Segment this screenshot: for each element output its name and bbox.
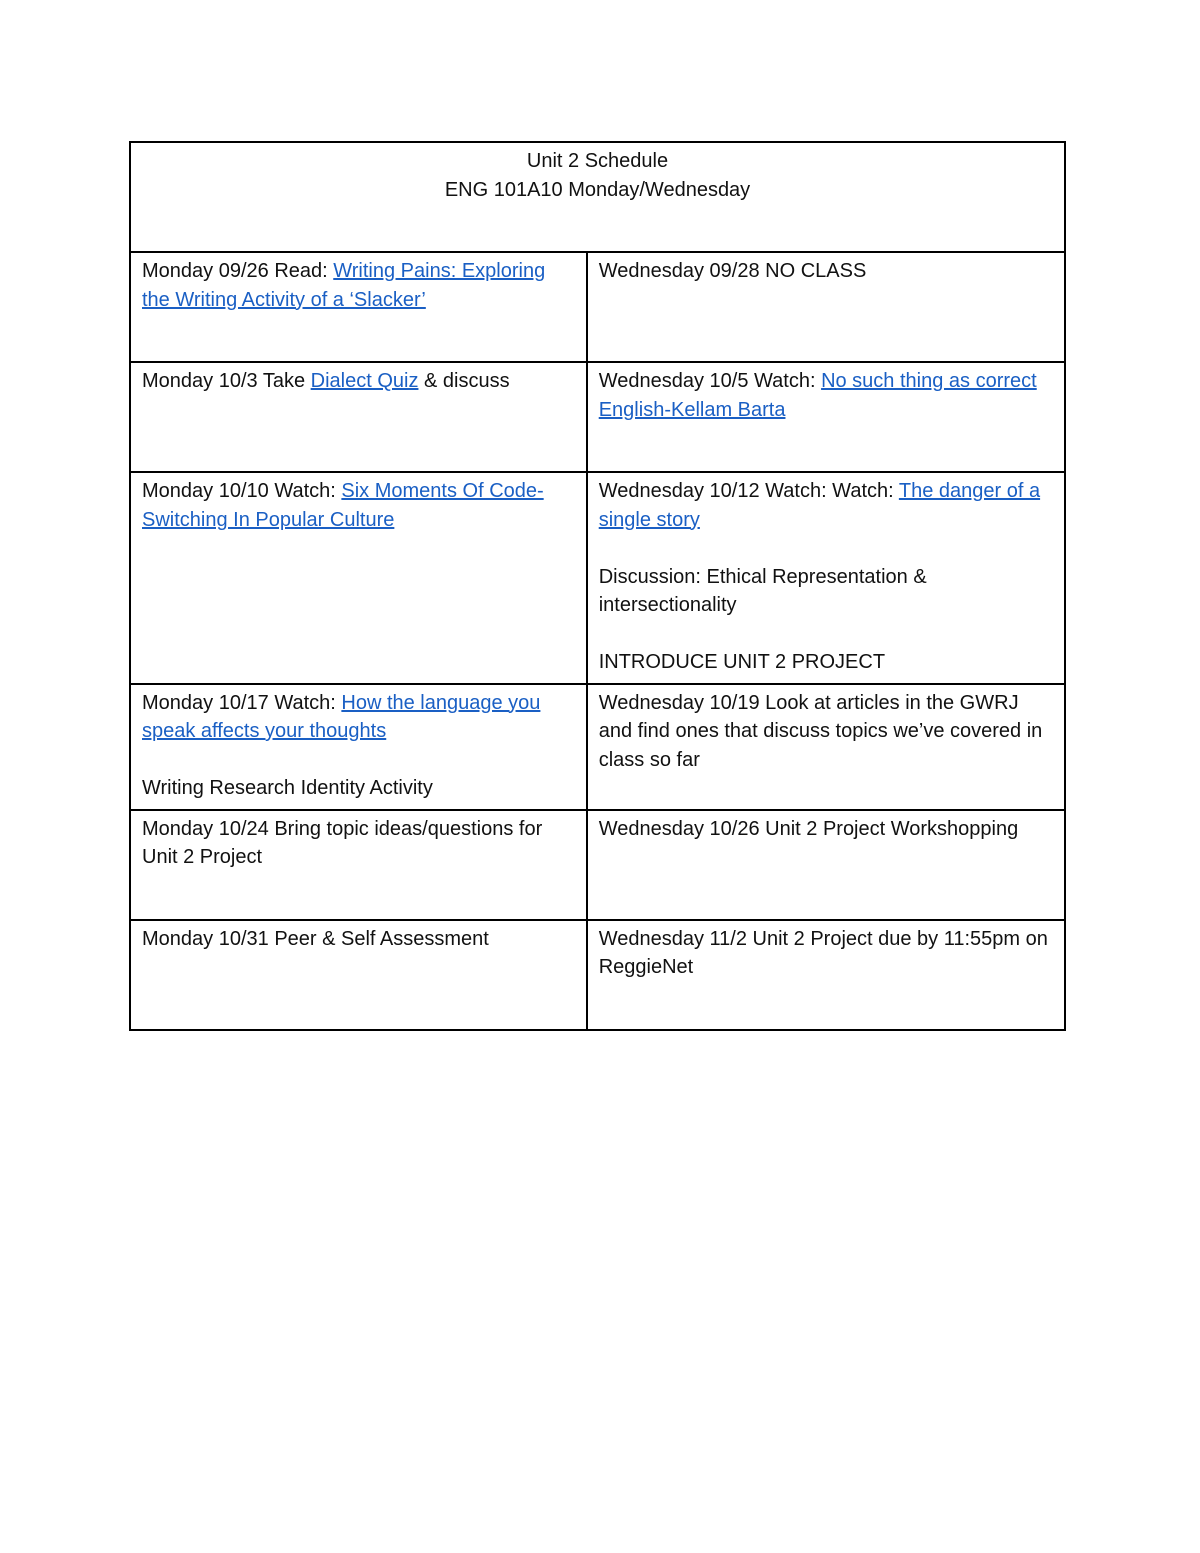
monday-cell (130, 472, 587, 684)
wednesday-text: Wednesday 10/19 Look at articles in the GWRJ and find ones that discuss topics we’ve covered in class so far (598, 691, 1043, 771)
monday-cell (130, 810, 587, 920)
wednesday-text: Wednesday 09/28 NO CLASS (598, 260, 867, 282)
monday-entry (142, 689, 575, 746)
language-thoughts-link[interactable]: How the language you speak affects your thoughts (142, 691, 541, 742)
monday-cell (130, 252, 587, 362)
discussion-text: Discussion: Ethical Representation & intersectionality (598, 565, 927, 616)
table-row (130, 472, 1065, 684)
monday-text: Monday 10/24 Bring topic ideas/questions for Unit 2 Project (142, 817, 543, 868)
identity-activity-text: Writing Research Identity Activity (142, 777, 433, 799)
monday-text: Monday 09/26 Read: (142, 260, 334, 282)
monday-text: Monday 10/10 Watch: (142, 480, 342, 502)
wednesday-cell (587, 362, 1065, 472)
introduce-project-text: INTRODUCE UNIT 2 PROJECT (598, 651, 886, 673)
wednesday-cell (587, 472, 1065, 684)
course-subtitle: ENG 101A10 Monday/Wednesday (444, 178, 751, 201)
wednesday-text: Wednesday 10/5 Watch: (598, 370, 822, 392)
correct-english-link[interactable]: No such thing as correct English-Kellam Barta (598, 370, 1037, 421)
table-row (130, 684, 1065, 810)
monday-text: Monday 10/3 Take (142, 370, 311, 392)
wednesday-cell (587, 810, 1065, 920)
wednesday-text: Wednesday 11/2 Unit 2 Project due by 11:55pm on ReggieNet (598, 927, 1048, 978)
table-row (130, 252, 1065, 362)
spacer (599, 534, 1053, 563)
dialect-quiz-link[interactable]: Dialect Quiz (310, 370, 419, 392)
single-story-link[interactable]: The danger of a single story (598, 480, 1041, 531)
monday-cell (130, 920, 587, 1030)
table-row (130, 920, 1065, 1030)
wednesday-cell (587, 684, 1065, 810)
wednesday-cell (587, 920, 1065, 1030)
monday-cell (130, 684, 587, 810)
monday-text: Monday 10/31 Peer & Self Assessment (142, 927, 489, 950)
monday-text: Monday 10/17 Watch: (142, 691, 342, 714)
wednesday-text: Wednesday 10/26 Unit 2 Project Workshopping (598, 817, 1019, 840)
wednesday-entry (599, 477, 1053, 534)
table-row (130, 810, 1065, 920)
wednesday-cell (587, 252, 1065, 362)
schedule-title: Unit 2 Schedule (526, 150, 669, 172)
schedule-header (130, 142, 1065, 252)
writing-pains-link[interactable]: Writing Pains: Exploring the Writing Activity of a ‘Slacker’ (142, 260, 546, 311)
monday-cell (130, 362, 587, 472)
spacer (142, 746, 575, 775)
code-switching-link[interactable]: Six Moments Of Code-Switching In Popular Culture (142, 480, 544, 531)
wednesday-text: Wednesday 10/12 Watch: Watch: (598, 480, 899, 502)
schedule-table (129, 141, 1066, 1031)
spacer (599, 620, 1053, 649)
monday-text-suffix: & discuss (418, 370, 510, 392)
table-row (130, 362, 1065, 472)
